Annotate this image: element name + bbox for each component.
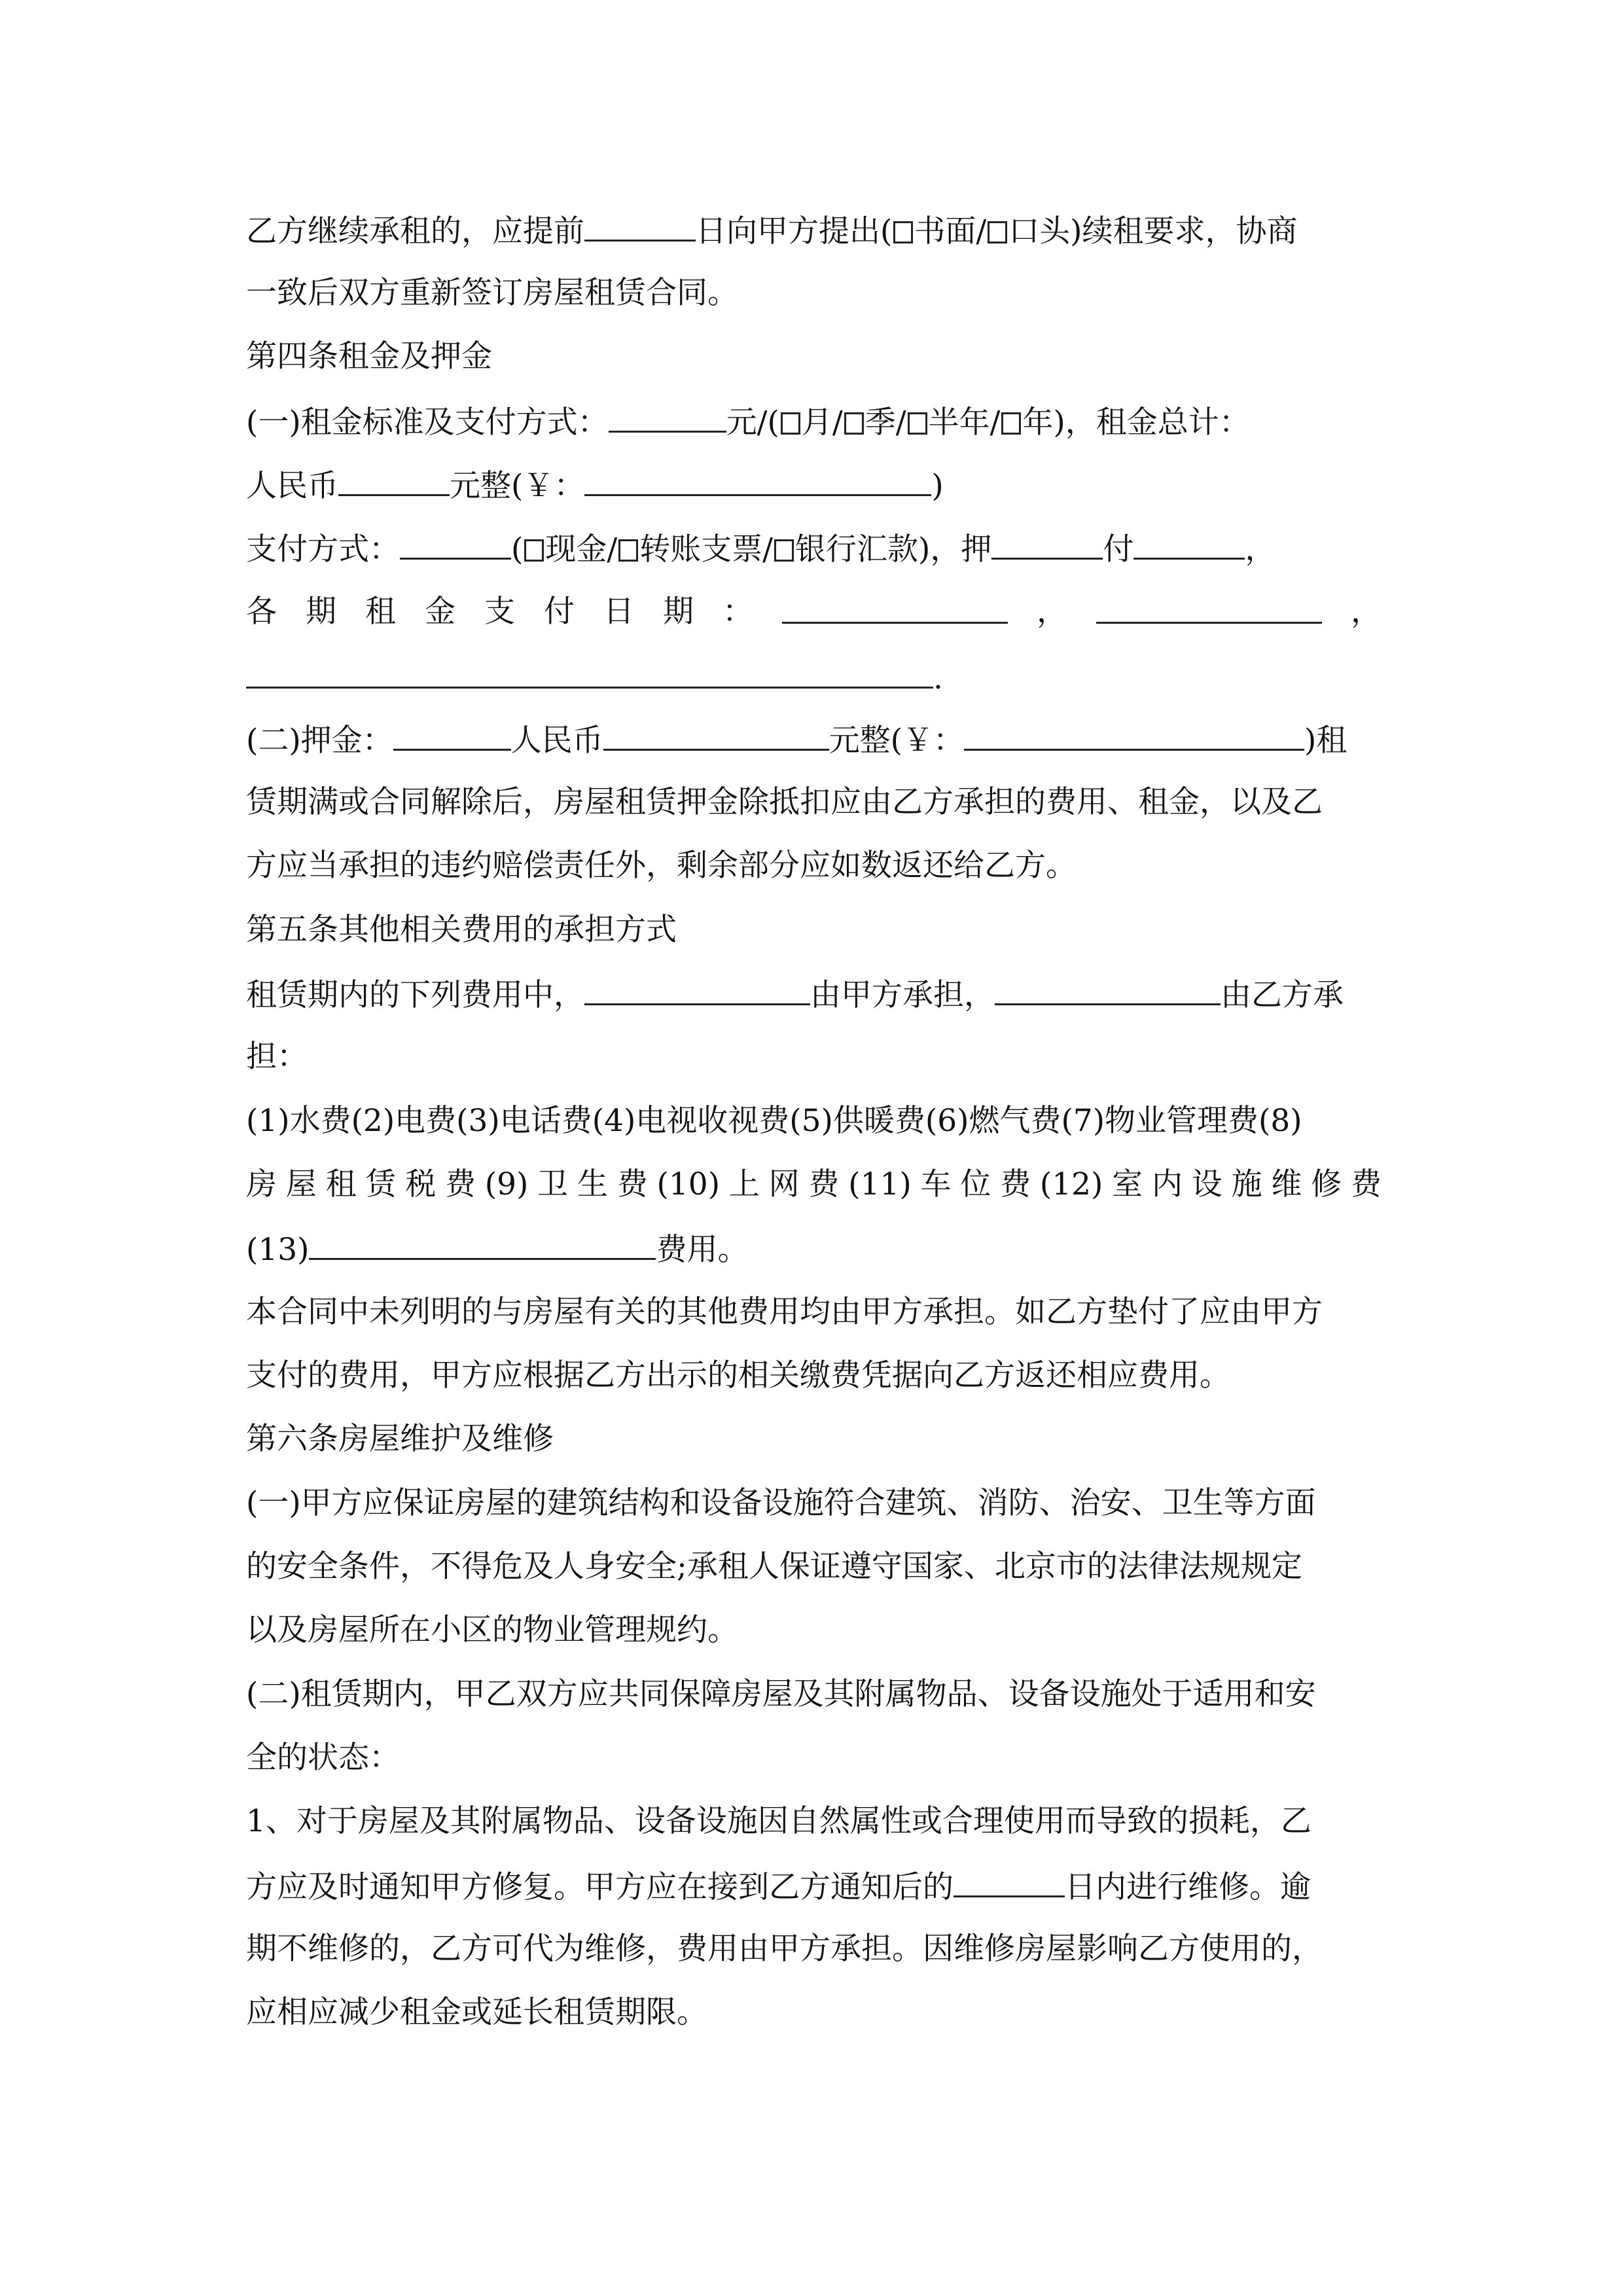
text-char: 日 [603,594,634,630]
rent-standard-line [246,399,1382,444]
text-char: 费 [1000,1166,1031,1202]
article-4-heading [246,335,1382,378]
fee-list-line-1 [246,1100,1382,1143]
text-char: (11) [848,1166,912,1202]
text-span: 日向甲方提出( [696,213,893,249]
article-6-heading [246,1418,1382,1461]
checkbox-quarterly[interactable] [844,412,864,435]
text-span: 支付方式： [246,531,400,567]
unlisted-fees-line-2 [246,1354,1382,1397]
text-char: 租 [365,594,396,630]
text-char: (9) [484,1166,529,1202]
deposit-line [246,717,1382,762]
text-span: )租 [1304,723,1347,759]
text-char: 房 [246,1166,277,1202]
text-span: 转账支票/ [639,531,774,567]
fee-list-line-3 [246,1227,1382,1272]
text-span: 担： [246,1039,308,1075]
maintenance-clause-2-line-2 [246,1736,1382,1780]
text-span: 季/ [865,404,906,440]
text-char: (12) [1039,1166,1103,1202]
payment-date-blank[interactable] [782,590,1008,624]
text-span: 半年/ [928,404,1001,440]
text-span: 银行汇款)，押 [795,531,992,567]
text-char: 卫 [537,1166,569,1202]
text-span: (二)租赁期内，甲乙双方应共同保障房屋及其附属物品、设备设施处于适用和安 [246,1676,1316,1712]
rent-total-yen-blank[interactable] [584,463,931,496]
text-span: 方应及时通知甲方修复。甲方应在接到乙方通知后的 [246,1869,954,1905]
text-span: (13) [246,1232,310,1268]
text-char: 车 [920,1166,952,1202]
text-char: (10) [656,1166,721,1202]
text-span: 人民币 [510,723,603,759]
text-span: 应相应减少租金或延长租赁期限。 [246,1994,707,2030]
checkbox-half-year[interactable] [908,412,927,435]
maintenance-clause-1-line-2 [246,1545,1382,1588]
text-span: 方应当承担的违约赔偿责任外，剩余部分应如数返还给乙方。 [246,848,1077,884]
fee-allocation-line [246,972,1382,1017]
text-char: 网 [768,1166,800,1202]
text-span: 支付的费用，甲方应根据乙方出示的相关缴费凭据向乙方返还相应费用。 [246,1357,1230,1393]
text-span: (二)押金： [246,723,393,759]
text-span: 乙方继续承租的，应提前 [246,213,584,249]
payment-date-blank[interactable] [1096,590,1322,624]
fee-list-line-2 [246,1163,1382,1206]
text-span: (1)水费(2)电费(3)电话费(4)电视收视费(5)供暖费(6)燃气费(7)物业管理费(8) [246,1103,1302,1139]
text-char: 施 [1231,1166,1262,1202]
text-char: 费 [1350,1166,1382,1202]
text-span: 元/( [726,404,779,440]
text-span: 第四条租金及押金 [246,338,492,374]
text-span: 费用。 [656,1232,749,1268]
text-char: 金 [425,594,455,630]
deposit-months-blank[interactable] [991,526,1103,560]
tenant-fees-blank[interactable] [995,972,1221,1005]
unlisted-fees-line-1 [246,1291,1382,1334]
text-span: (一)甲方应保证房屋的建筑结构和设备设施符合建筑、消防、治安、卫生等方面 [246,1485,1316,1521]
text-span: 一致后双方重新签订房屋租赁合同。 [246,275,738,311]
text-char: 付 [544,594,575,630]
text-char: 内 [1151,1166,1183,1202]
deposit-return-line-1 [246,781,1382,824]
text-span: 第六条房屋维护及维修 [246,1421,554,1457]
text-char: 费 [616,1166,648,1202]
text-char: 修 [1311,1166,1342,1202]
text-span: 的安全条件，不得危及人身安全;承租人保证遵守国家、北京市的法律法规规定 [246,1549,1302,1585]
text-span: 元整(￥： [450,468,585,504]
landlord-fees-blank[interactable] [584,972,810,1005]
text-span: ) [931,468,944,504]
text-span: 付 [1103,531,1134,567]
text-span: 期不维修的，乙方可代为维修，费用由甲方承担。因维修房屋影响乙方使用的， [246,1931,1323,1967]
text-span: ( [511,531,524,567]
text-span: 本合同中未列明的与房屋有关的其他费用均由甲方承担。如乙方垫付了应由甲方 [246,1294,1323,1330]
text-char: 赁 [365,1166,397,1202]
checkbox-oral[interactable] [988,221,1007,243]
text-span: 全的状态： [246,1740,400,1776]
deposit-return-line-2 [246,844,1382,888]
checkbox-written[interactable] [893,221,913,243]
maintenance-clause-2-line-1 [246,1673,1382,1716]
renewal-clause-line-1 [246,208,1382,253]
text-span: 书面/ [914,213,987,249]
text-char: 屋 [285,1166,317,1202]
deposit-rmb-blank[interactable] [603,717,829,751]
text-char: 位 [960,1166,991,1202]
repair-clause-line-2 [246,1864,1382,1909]
text-char: 上 [728,1166,760,1202]
checkbox-monthly[interactable] [781,412,800,435]
text-char: 税 [405,1166,437,1202]
text-span: (一)租金标准及支付方式： [246,404,609,440]
text-span: 以及房屋所在小区的物业管理规约。 [246,1612,738,1648]
rent-amount-blank[interactable] [609,399,726,433]
text-span: 元整(￥： [829,723,965,759]
renewal-clause-line-2 [246,272,1382,315]
text-char: 期 [306,594,336,630]
deposit-yen-blank[interactable] [964,717,1304,751]
maintenance-clause-1-line-3 [246,1609,1382,1652]
text-span: 租赁期内的下列费用中， [246,977,584,1013]
text-char: 各 [246,594,277,630]
repair-clause-line-1 [246,1800,1382,1843]
checkbox-bank-remittance[interactable] [774,539,794,562]
text-span: 年)，租金总计： [1022,404,1250,440]
text-span: 1、对于房屋及其附属物品、设备设施因自然属性或合理使用而导致的损耗，乙 [246,1803,1311,1839]
rent-total-rmb-blank[interactable] [338,463,450,496]
payment-date-blank[interactable] [246,655,933,689]
deposit-blank[interactable] [393,717,511,751]
text-char: ： [722,594,753,630]
text-char: 租 [325,1166,357,1202]
text-span: . [933,660,943,696]
text-char: 期 [663,594,694,630]
text-char: 费 [808,1166,840,1202]
checkbox-transfer-check[interactable] [618,539,638,562]
text-char: 维 [1271,1166,1302,1202]
text-char: 生 [577,1166,608,1202]
fee-allocation-line-2 [246,1035,1382,1079]
text-char: 支 [484,594,515,630]
repair-clause-line-4 [246,1991,1382,2034]
rent-total-line [246,463,1382,508]
text-char: 费 [444,1166,476,1202]
text-span: 口头)续租要求，协商 [1008,213,1298,249]
text-span: ， [1245,531,1276,567]
text-span: 日内进行维修。逾 [1065,1869,1311,1905]
text-char: 室 [1112,1166,1143,1202]
payment-method-line [246,526,1382,571]
days-blank[interactable] [584,208,696,242]
text-span: 人民币 [246,468,338,504]
text-char: ， [1037,594,1067,630]
payment-dates-line [246,590,1382,634]
text-span: 由乙方承 [1221,977,1344,1013]
text-char: ， [1351,594,1382,630]
text-span: 由甲方承担， [810,977,995,1013]
maintenance-clause-1-line-1 [246,1482,1382,1525]
checkbox-cash[interactable] [524,539,544,562]
text-span: 赁期满或合同解除后，房屋租赁押金除抵扣应由乙方承担的费用、租金，以及乙 [246,784,1323,820]
text-span: 现金/ [545,531,618,567]
payment-method-blank[interactable] [400,526,511,560]
pay-months-blank[interactable] [1133,526,1245,560]
text-span: 月/ [801,404,843,440]
repair-days-blank[interactable] [954,1864,1065,1897]
payment-dates-continued-line [246,655,1382,700]
text-span: 第五条其他相关费用的承担方式 [246,912,677,948]
repair-clause-line-3 [246,1928,1382,1971]
checkbox-yearly[interactable] [1001,412,1021,435]
article-5-heading [246,908,1382,952]
text-char: 设 [1191,1166,1222,1202]
other-fee-blank[interactable] [309,1227,656,1260]
